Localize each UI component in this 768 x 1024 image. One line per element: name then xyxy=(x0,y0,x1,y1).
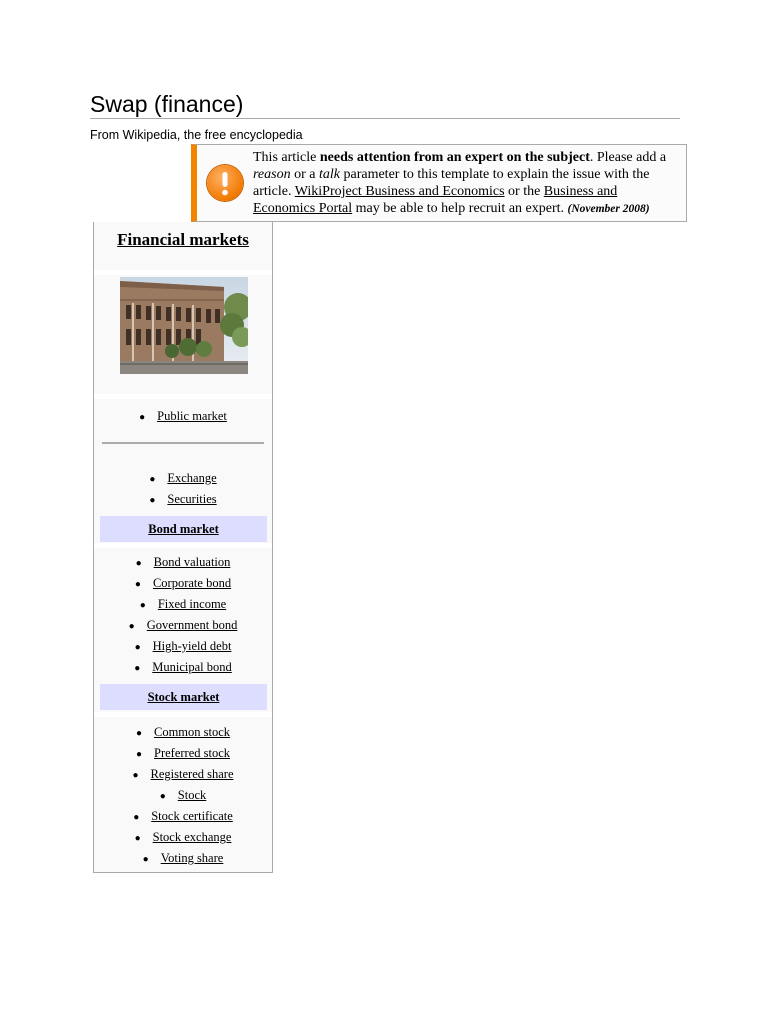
bond-market-link[interactable]: Bond market xyxy=(148,522,219,536)
government-bond-link[interactable]: Government bond xyxy=(146,618,238,632)
notice-text-5: or the xyxy=(504,184,544,199)
notice-reason: reason xyxy=(253,167,291,182)
infobox-separator xyxy=(94,394,272,399)
exchange-link[interactable]: Exchange xyxy=(167,471,217,485)
list-item-stock: ● Stock xyxy=(159,788,207,802)
bond-market-header xyxy=(100,516,267,542)
expert-attention-notice xyxy=(191,144,687,222)
list-item-public-market: ● Public market xyxy=(139,409,227,423)
infobox-separator xyxy=(94,270,272,275)
common-stock-link[interactable]: Common stock xyxy=(154,725,231,739)
exclamation-icon xyxy=(207,165,243,201)
registered-share-link[interactable]: Registered share xyxy=(150,767,234,781)
page-title: Swap (finance) xyxy=(90,91,244,117)
notice-text-2: . Please add a xyxy=(589,150,667,165)
list-item-common-stock: ● Common stock xyxy=(135,725,231,739)
notice-text-1: This article xyxy=(253,150,320,165)
list-item-registered-share: ● Registered share xyxy=(132,767,234,781)
corporate-bond-link[interactable]: Corporate bond xyxy=(152,576,232,590)
fixed-income-link[interactable]: Fixed income xyxy=(157,597,227,611)
notice-text-4: parameter to this template to explain the issue with the article. xyxy=(253,167,650,199)
list-item-bond-valuation: ● Bond valuation xyxy=(135,555,231,569)
securities-link[interactable]: Securities xyxy=(167,492,217,506)
title-divider xyxy=(90,118,680,119)
list-item-high-yield-debt: ● High-yield debt xyxy=(134,639,232,653)
infobox-separator xyxy=(94,712,272,717)
notice-text xyxy=(253,149,679,218)
wikiproject-link[interactable]: WikiProject Business and Economics xyxy=(294,184,505,199)
list-item-voting-share: ● Voting share xyxy=(142,851,224,865)
stock-certificate-link[interactable]: Stock certificate xyxy=(151,809,233,823)
portal-link[interactable]: Business and Economics Portal xyxy=(253,184,618,216)
list-item-stock-exchange: ● Stock exchange xyxy=(134,830,232,844)
list-item-fixed-income: ● Fixed income xyxy=(139,597,227,611)
notice-emphasis: needs attention from an expert on the subject xyxy=(319,150,590,165)
building-photo[interactable] xyxy=(120,277,248,374)
list-item-municipal-bond: ● Municipal bond xyxy=(134,660,232,674)
stock-link[interactable]: Stock xyxy=(177,788,207,802)
bond-valuation-link[interactable]: Bond valuation xyxy=(153,555,231,569)
list-item-stock-certificate: ● Stock certificate xyxy=(133,809,233,823)
list-item-corporate-bond: ● Corporate bond xyxy=(134,576,232,590)
list-item-preferred-stock: ● Preferred stock xyxy=(135,746,231,760)
preferred-stock-link[interactable]: Preferred stock xyxy=(154,746,231,760)
financial-markets-infobox xyxy=(93,222,273,873)
infobox-separator xyxy=(94,543,272,548)
stock-market-header xyxy=(100,684,267,710)
list-item-exchange: ● Exchange xyxy=(149,471,217,485)
tagline: From Wikipedia, the free encyclopedia xyxy=(90,128,303,142)
notice-talk: talk xyxy=(318,167,340,182)
financial-markets-link[interactable]: Financial markets xyxy=(117,230,249,249)
list-item-securities: ● Securities xyxy=(149,492,217,506)
public-market-link[interactable]: Public market xyxy=(157,409,227,423)
infobox-title xyxy=(94,230,272,250)
municipal-bond-link[interactable]: Municipal bond xyxy=(152,660,232,674)
infobox-divider xyxy=(102,442,264,444)
notice-text-3: or a xyxy=(290,167,319,182)
voting-share-link[interactable]: Voting share xyxy=(160,851,224,865)
notice-date: (November 2008) xyxy=(567,203,650,215)
stock-market-link[interactable]: Stock market xyxy=(147,690,220,704)
list-item-government-bond: ● Government bond xyxy=(128,618,238,632)
high-yield-debt-link[interactable]: High-yield debt xyxy=(152,639,232,653)
stock-exchange-link[interactable]: Stock exchange xyxy=(152,830,232,844)
notice-text-6: may be able to help recruit an expert. xyxy=(352,201,568,216)
